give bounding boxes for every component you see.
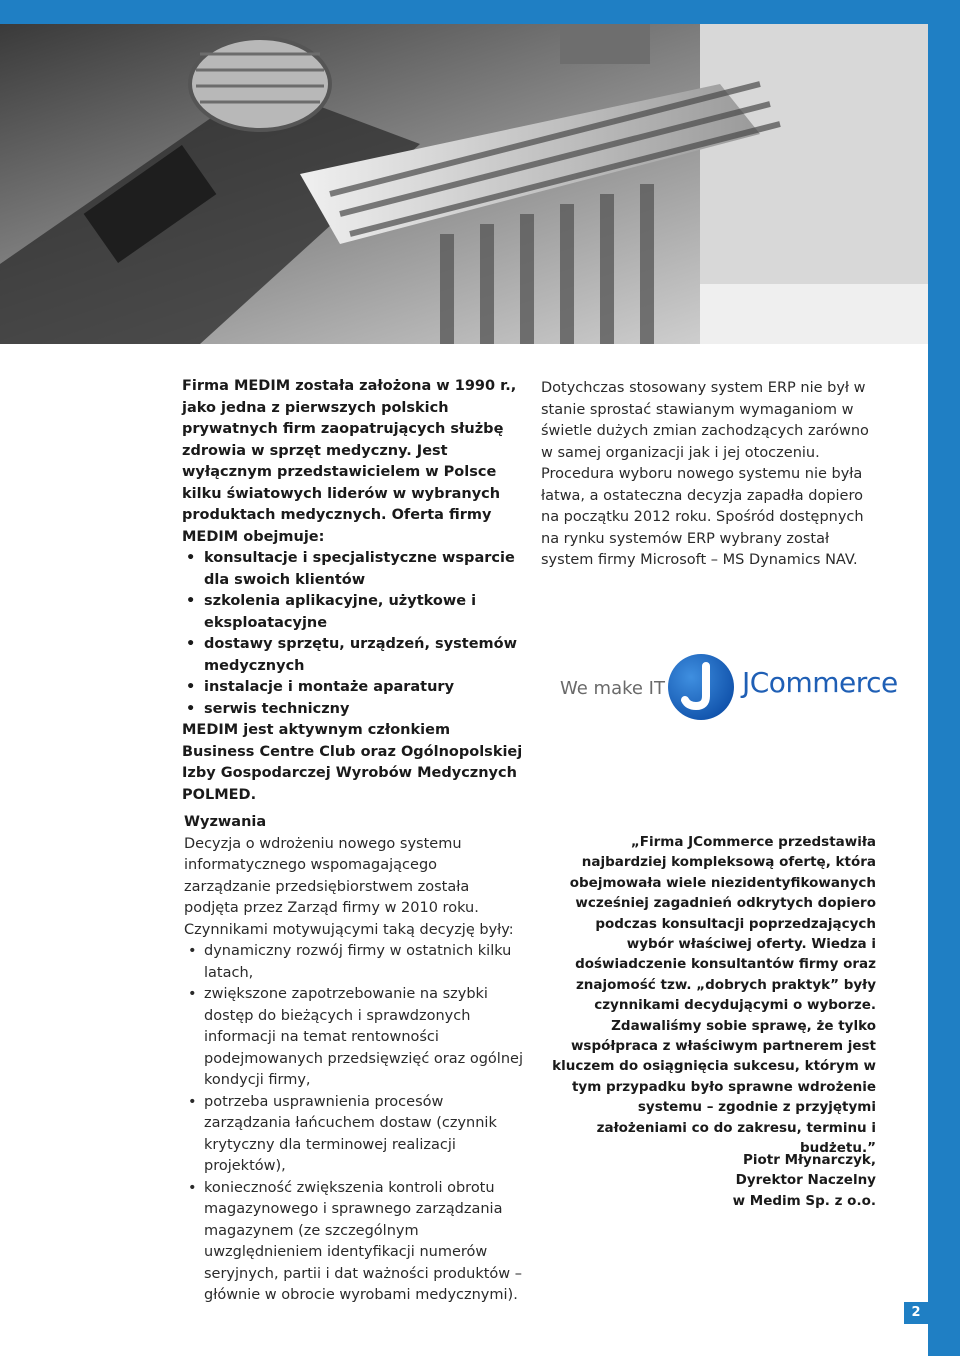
offer-list	[182, 548, 526, 720]
author-company: w Medim Sp. z o.o.	[732, 1192, 876, 1209]
offer-item: • instalacje i montaże aparatury	[182, 677, 526, 699]
top-accent-bar	[0, 0, 960, 24]
header-photo-illustration	[0, 24, 960, 344]
challenge-item: • zwiększone zapotrzebowanie na szybki dostęp do bieżących i sprawdzonych informacji na temat rentowności podejmowanych przedsięwzięć oraz ogólnej kondycji firmy,	[184, 984, 524, 1092]
membership-paragraph: MEDIM jest aktywnym członkiem Business Centre Club oraz Ogólnopolskiej Izby Gospodarczej Wyrobów Medycznych POLMED.	[182, 722, 523, 803]
author-title: Dyrektor Naczelny	[735, 1172, 876, 1189]
offer-item: • serwis techniczny	[182, 699, 526, 721]
challenge-item: • dynamiczny rozwój firmy w ostatnich kilku latach,	[184, 941, 524, 984]
quote-author	[640, 1150, 876, 1211]
offer-item: • szkolenia aplikacyjne, użytkowe i eksploatacyjne	[182, 591, 526, 634]
jcommerce-logo	[556, 650, 902, 722]
erp-column	[541, 378, 883, 572]
logo-brand-name: JCommerce	[742, 666, 898, 699]
right-accent-bar	[928, 0, 960, 1356]
challenge-item: • konieczność zwiększenia kontroli obrotu magazynowego i sprawnego zarządzania magazynem (ze szczególnym uwzględnieniem identyfikacji numerów seryjnych, partii i dat ważności produktów – głównie w obrocie wyrobami medycznymi).	[184, 1178, 524, 1307]
page-number: 2	[904, 1302, 928, 1324]
erp-paragraph: Dotychczas stosowany system ERP nie był w stanie sprostać stawianym wymaganiom w świetle dużych zmian zachodzących zarówno w samej organizacji jak i jej otoczeniu. Procedura wyboru nowego systemu nie była łatwa, a ostateczna decyzja zapadła dopiero na początku 2012 roku. Spośród dostępnych na rynku systemów ERP wybrany został system firmy Microsoft – MS Dynamics NAV.	[541, 380, 869, 568]
author-name: Piotr Młynarczyk,	[743, 1152, 876, 1168]
header-photo	[0, 24, 960, 344]
logo-tagline: We make IT	[560, 678, 665, 699]
challenges-column	[184, 812, 524, 1307]
challenge-item: • potrzeba usprawnienia procesów zarządzania łańcuchem dostaw (czynnik krytyczny dla terminowej realizacji projektów),	[184, 1092, 524, 1178]
jcommerce-logo-icon	[666, 652, 736, 722]
intro-column	[182, 376, 526, 806]
challenges-paragraph: Decyzja o wdrożeniu nowego systemu informatycznego wspomagającego zarządzanie przedsiębiorstwem została podjęta przez Zarząd firmy w 2010 roku. Czynnikami motywującymi taką decyzję były:	[184, 835, 514, 938]
intro-paragraph: Firma MEDIM została założona w 1990 r., jako jedna z pierwszych polskich prywatnych firm zaopatrujących służbę zdrowia w sprzęt medyczny. Jest wyłącznym przedstawicielem w Polsce kilku światowych liderów w wybranych produktach medycznych. Oferta firmy MEDIM obejmuje:	[182, 378, 517, 545]
customer-quote: „Firma JCommerce przedstawiła najbardziej kompleksową ofertę, która obejmowała wiele niezidentyfikowanych wcześniej zagadnień odkrytych dopiero podczas konsultacji poprzedzających wybór właściwej oferty. Wiedza i doświadczenie konsultantów firmy oraz znajomość tzw. „dobrych praktyk” były czynnikami decydującymi o wyborze. Zdawaliśmy sobie sprawę, że tylko współpraca z właściwym partnerem jest kluczem do osiągnięcia sukcesu, którym w tym przypadku było sprawne wdrożenie systemu – zgodnie z przyjętymi założeniami co do zakresu, terminu i budżetu.”	[552, 834, 876, 1157]
challenges-heading: Wyzwania	[184, 814, 267, 830]
offer-item: • konsultacje i specjalistyczne wsparcie dla swoich klientów	[182, 548, 526, 591]
offer-item: • dostawy sprzętu, urządzeń, systemów medycznych	[182, 634, 526, 677]
challenges-list	[184, 941, 524, 1307]
